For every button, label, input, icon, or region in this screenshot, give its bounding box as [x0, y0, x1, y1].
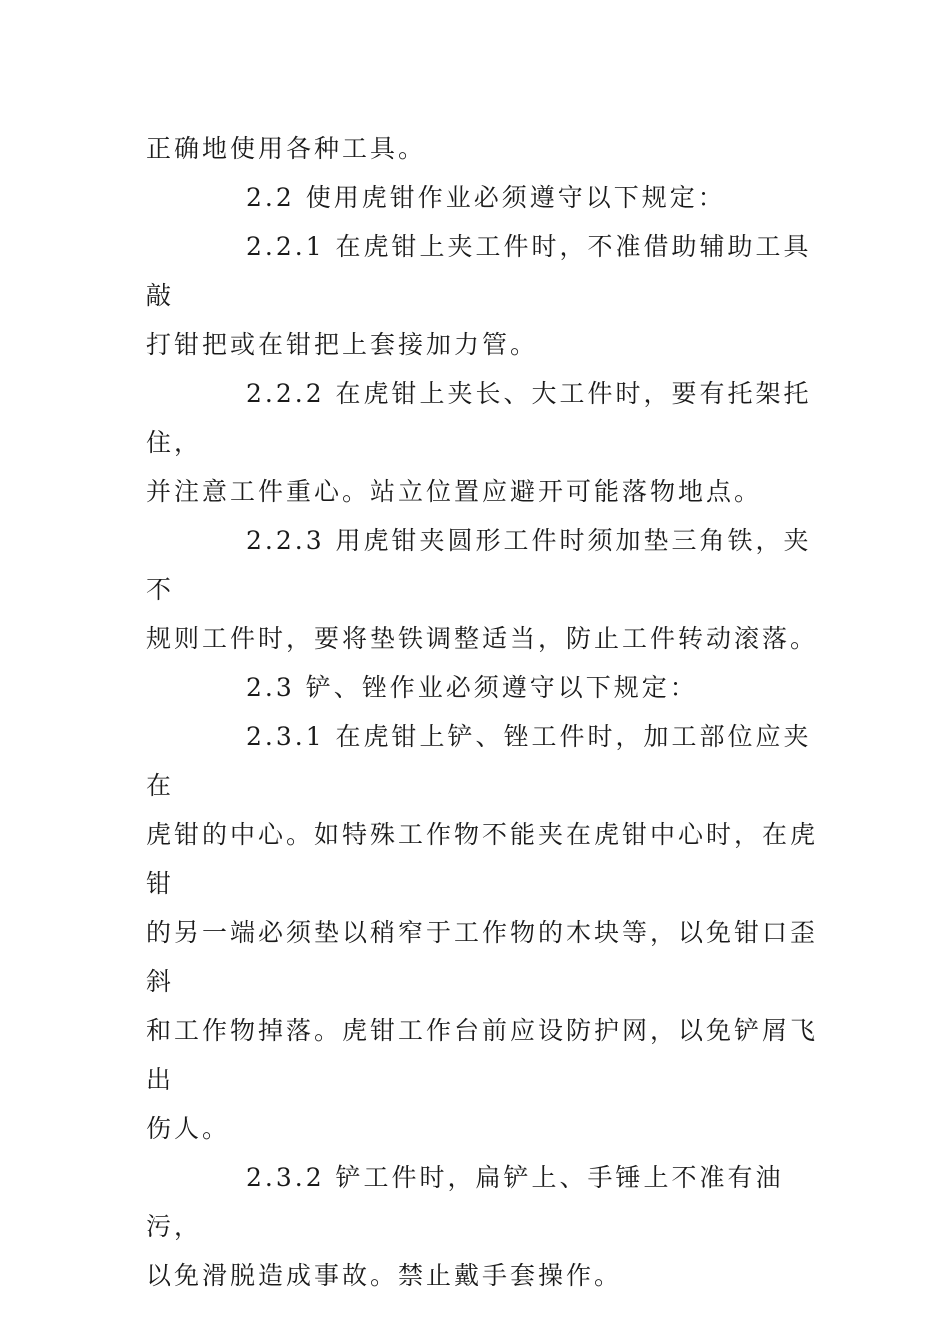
text-line: 打钳把或在钳把上套接加力管。: [146, 330, 539, 359]
clause-2-3-1: [146, 712, 826, 1153]
text-line: 虎钳的中心。如特殊工作物不能夹在虎钳中心时，在虎钳: [146, 820, 819, 898]
text-line: 2.2.1 在虎钳上夹工件时，不准借助辅助工具敲: [146, 232, 812, 310]
clause-2-2-2: [146, 369, 826, 516]
text-line: 并注意工件重心。站立位置应避开可能落物地点。: [146, 477, 763, 506]
text-line: 2.3 铲、锉作业必须遵守以下规定：: [246, 673, 698, 702]
paragraph-continuation: [146, 124, 826, 173]
document-body: [146, 124, 826, 1300]
text-line: 规则工件时，要将垫铁调整适当，防止工件转动滚落。: [146, 624, 819, 653]
section-heading-2-2: [146, 173, 826, 222]
text-line: 2.2.3 用虎钳夹圆形工件时须加垫三角铁，夹不: [146, 526, 812, 604]
section-heading-2-3: [146, 663, 826, 712]
text-line: 2.2.2 在虎钳上夹长、大工件时，要有托架托住，: [146, 379, 812, 457]
text-line: 2.2 使用虎钳作业必须遵守以下规定：: [246, 183, 726, 212]
clause-2-2-3: [146, 516, 826, 663]
clause-2-3-2: [146, 1153, 826, 1300]
text-line: 正确地使用各种工具。: [146, 134, 427, 163]
clause-2-2-1: [146, 222, 826, 369]
text-line: 2.3.1 在虎钳上铲、锉工件时，加工部位应夹在: [146, 722, 812, 800]
text-line: 和工作物掉落。虎钳工作台前应设防护网，以免铲屑飞出: [146, 1016, 819, 1094]
text-line: 以免滑脱造成事故。禁止戴手套操作。: [146, 1261, 623, 1290]
text-line: 2.3.2 铲工件时，扁铲上、手锤上不准有油污，: [146, 1163, 784, 1241]
text-line: 伤人。: [146, 1114, 231, 1143]
text-line: 的另一端必须垫以稍窄于工作物的木块等，以免钳口歪斜: [146, 918, 819, 996]
